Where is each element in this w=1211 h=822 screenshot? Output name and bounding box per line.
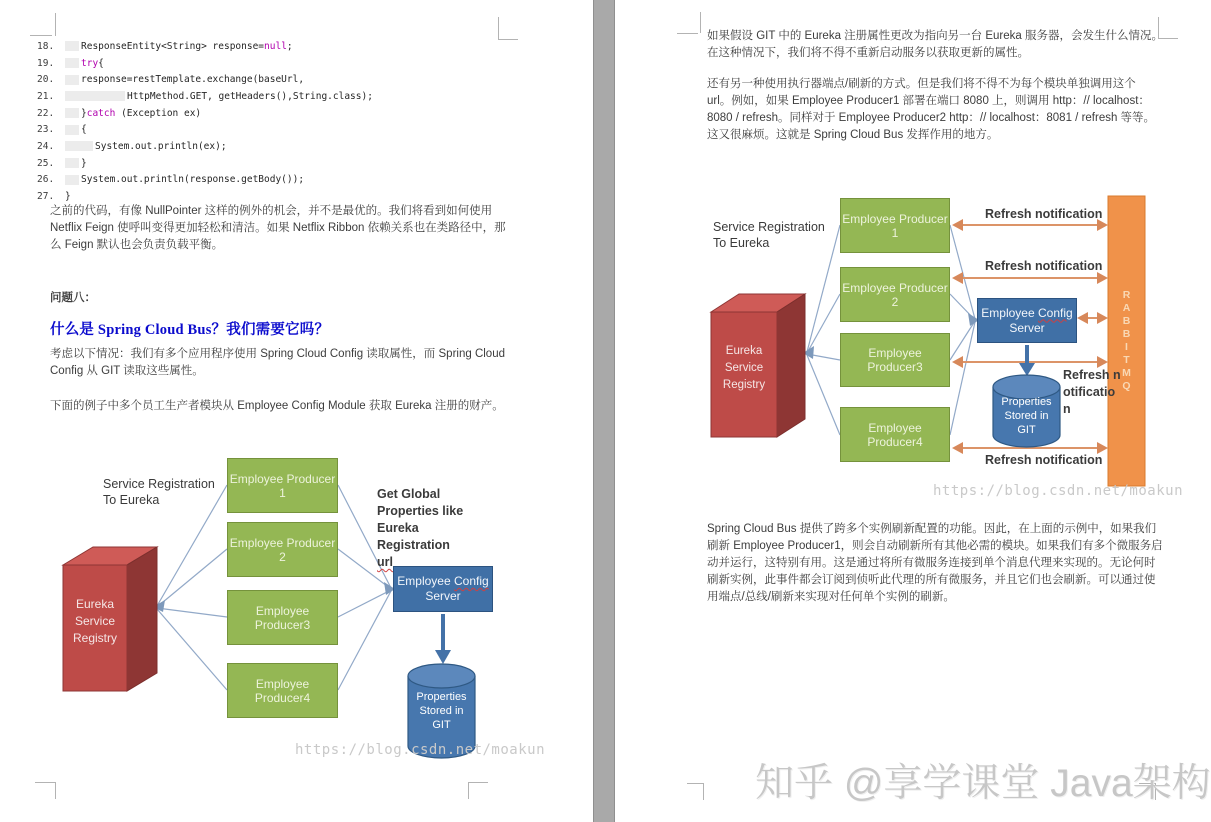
git-cylinder-label xyxy=(993,395,1060,437)
crop-mark xyxy=(677,33,698,34)
label-line: Service Registration xyxy=(713,220,825,234)
csdn-watermark: https://blog.csdn.net/moakun xyxy=(933,483,1184,499)
eureka-registry-label xyxy=(711,343,777,394)
producer-box-1: Employee Producer 1 xyxy=(840,198,950,253)
label-line: To Eureka xyxy=(713,236,770,250)
label-line: Registry xyxy=(722,379,766,391)
code-line: 21. HttpMethod.GET, getHeaders(),String.class); xyxy=(37,90,373,102)
diagram-spring-cloud-bus xyxy=(700,195,1184,507)
url-label: url xyxy=(377,555,393,569)
label-line: GIT xyxy=(432,719,451,731)
page-gap-divider xyxy=(593,0,615,822)
rabbitmq-label xyxy=(1108,289,1145,393)
label-line: To Eureka xyxy=(103,493,160,507)
service-registration-label xyxy=(103,476,215,508)
crop-mark xyxy=(55,13,56,36)
producer-box-2: Employee Producer 2 xyxy=(227,522,338,577)
producer-box-4: Employee Producer4 xyxy=(840,407,950,462)
diagram-config-server xyxy=(55,450,546,780)
label-line: Get Global xyxy=(377,487,441,501)
config-server-line1 xyxy=(981,306,1072,321)
refresh-notification-label-4: Refresh notification xyxy=(985,453,1103,467)
crop-mark xyxy=(498,17,499,39)
label-line: Registry xyxy=(72,631,117,645)
eureka-registry-label xyxy=(63,596,127,647)
refresh-notification-label-2: Refresh notification xyxy=(985,259,1103,273)
rabbitmq-letter: B xyxy=(1122,328,1131,340)
crop-mark xyxy=(55,782,56,799)
code-line: 20. response=restTemplate.exchange(baseUrl, xyxy=(37,74,305,86)
label-word: Employee xyxy=(397,574,454,588)
crop-mark xyxy=(468,782,469,799)
crop-mark xyxy=(700,12,701,33)
get-global-label xyxy=(377,486,487,571)
refresh-notification-label-3: Refresh notification xyxy=(1063,368,1121,416)
rabbitmq-letter: Q xyxy=(1122,380,1131,392)
label-line: Properties xyxy=(1001,396,1052,408)
code-line: 27. } xyxy=(37,191,71,203)
label-line: Eureka xyxy=(725,345,763,357)
rabbitmq-letter: R xyxy=(1122,289,1131,301)
csdn-watermark: https://blog.csdn.net/moakun xyxy=(295,742,546,758)
label-line: Stored in xyxy=(1004,410,1049,422)
label-line: Service xyxy=(724,362,764,374)
config-server-box xyxy=(977,298,1077,343)
crop-mark xyxy=(35,782,56,783)
code-block xyxy=(37,38,557,205)
code-line: 19. try { xyxy=(37,57,104,69)
git-cylinder-label xyxy=(408,690,475,732)
label-word: Config xyxy=(454,574,489,588)
code-line: 22. } catch (Exception ex) xyxy=(37,107,202,119)
label-line: Service xyxy=(74,614,115,628)
crop-mark xyxy=(703,783,704,800)
section-heading: 什么是 Spring Cloud Bus？我们需要它吗？ xyxy=(50,322,330,338)
producer-box-1: Employee Producer 1 xyxy=(227,458,338,513)
page-right xyxy=(615,0,1211,822)
code-line: 18. ResponseEntity<String> response= null ; xyxy=(37,40,293,52)
producer-box-2: Employee Producer 2 xyxy=(840,267,950,322)
label-line: Stored in xyxy=(419,705,464,717)
crop-mark xyxy=(687,783,704,784)
config-server-line2: Server xyxy=(1009,320,1045,335)
rabbitmq-letter: B xyxy=(1122,315,1131,327)
zhihu-watermark: 知乎 @享学课堂 Java架构 xyxy=(755,762,1211,805)
label-word: Employee xyxy=(981,305,1038,320)
code-line: 24. System.out.println(ex); xyxy=(37,140,227,152)
paragraph-feign: 之前的代码，有像 NullPointer 这样的例外的机会，并不是最优的。我们将看到如何使用 Netflix Feign 使呼叫变得更加轻松和清洁。如果 Netflix Ribbon 依赖关系也在类路径中，那么 Feign 默认也会负责负载平衡。 xyxy=(50,205,506,251)
code-line: 25. } xyxy=(37,157,87,169)
rabbitmq-letter: T xyxy=(1123,354,1130,366)
crop-mark xyxy=(468,782,488,783)
paragraph-bus: Spring Cloud Bus 提供了跨多个实例刷新配置的功能。因此，在上面的示例中，如果我们刷新 Employee Producer1，则会自动刷新所有其他必需的模块。如果我们有多个微服务启动并运行，这特别有用。这是通过将所有微服务连接到单个消息代理来实现的。无论何时刷新实例，此事件都会订阅到侦听此代理的所有微服务，并且它们也会刷新。可以通过使用端点/总线/刷新来实现对任何单个实例的刷新。 xyxy=(707,523,1163,603)
code-line: 26. System.out.println(response.getBody()); xyxy=(37,174,305,186)
label-line: Properties like xyxy=(377,504,464,518)
service-registration-label xyxy=(713,219,825,251)
config-server-line2: Server xyxy=(425,589,461,603)
label-line: GIT xyxy=(1017,424,1036,436)
paragraph-git: 如果假设 GIT 中的 Eureka 注册属性更改为指向另一台 Eureka 服务器，会发生什么情况。在这种情况下，我们将不得不重新启动服务以获取更新的属性。 xyxy=(707,30,1163,59)
page-left xyxy=(0,0,593,822)
label-word: Config xyxy=(1038,305,1073,320)
label-line: Eureka xyxy=(75,597,115,611)
config-server-box xyxy=(393,566,493,612)
paragraph-example: 下面的例子中多个员工生产者模块从 Employee Config Module 获取 Eureka 注册的财产。 xyxy=(50,400,504,412)
label-line: Eureka Registration xyxy=(377,521,450,552)
paragraph-actuator: 还有另一种使用执行器端点/刷新的方式。但是我们将不得不为每个模块单独调用这个 url。例如，如果 Employee Producer1 部署在端口 8080 上，则调用 http：// localhost：8080 / refresh。同样对于 Employee Producer2 http：// localhost：8081 / refresh 等等。这又很麻烦。这就是 Spring Cloud Bus 发挥作用的地方。 xyxy=(707,78,1156,141)
rabbitmq-letter: I xyxy=(1125,341,1128,353)
question-label: 问题八： xyxy=(50,292,96,304)
label-line: Properties xyxy=(416,691,467,703)
code-line: 23. { xyxy=(37,124,87,136)
refresh-notification-label-1: Refresh notification xyxy=(985,207,1103,221)
crop-mark xyxy=(30,35,52,36)
rabbitmq-letter: M xyxy=(1122,367,1131,379)
producer-box-3: Employee Producer3 xyxy=(840,333,950,387)
rabbitmq-letter: A xyxy=(1122,302,1131,314)
paragraph-consider: 考虑以下情况：我们有多个应用程序使用 Spring Cloud Config 读取属性，而 Spring Cloud Config 从 GIT 读取这些属性。 xyxy=(50,348,505,377)
config-server-line1 xyxy=(397,574,488,589)
producer-box-4: Employee Producer4 xyxy=(227,663,338,718)
producer-box-3: Employee Producer3 xyxy=(227,590,338,645)
label-line: Service Registration xyxy=(103,477,215,491)
